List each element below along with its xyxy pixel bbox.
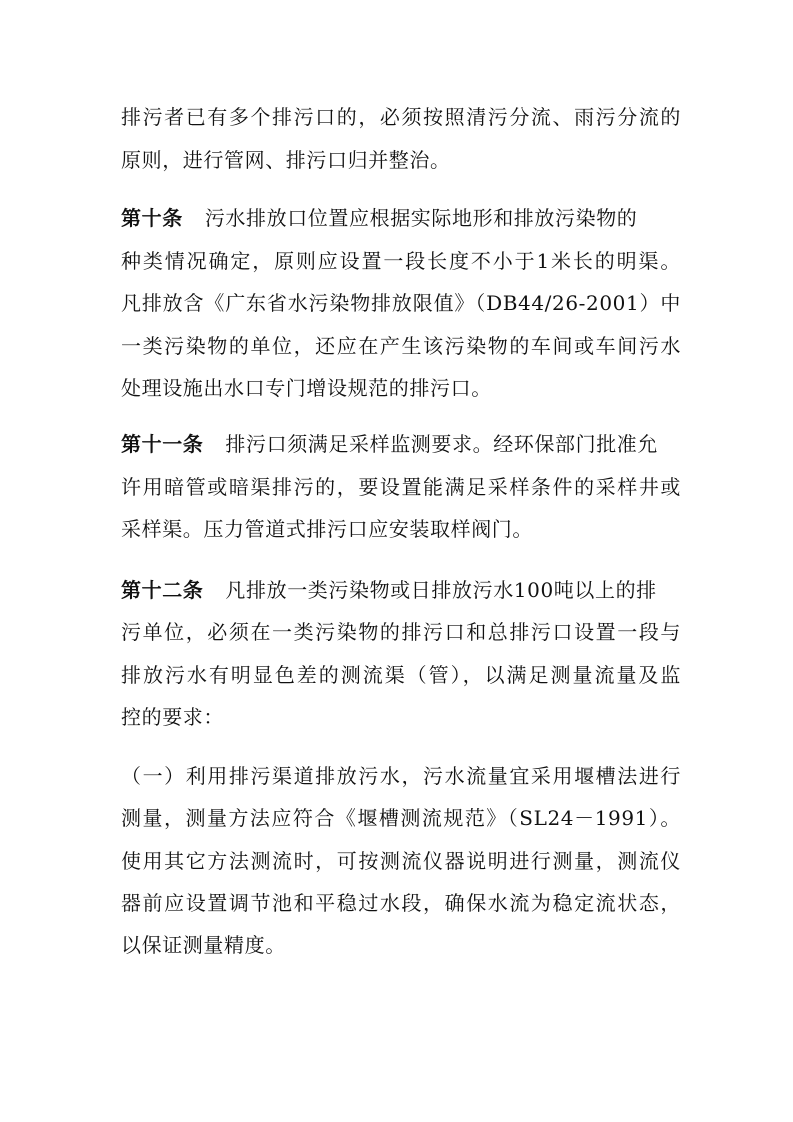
paragraph-1-line-1: 排污者已有多个排污口的，必须按照清污分流、雨污分流的	[121, 105, 681, 129]
article-12-line-4: 控的要求：	[121, 705, 224, 729]
article-10-line-5: 处理设施出水口专门增设规范的排污口。	[121, 376, 492, 400]
item-1-line-4: 器前应设置调节池和平稳过水段，确保水流为稳定流状态，	[121, 891, 681, 915]
item-1-line-2: 测量，测量方法应符合《堰槽测流规范》（SL24－1991）。	[121, 806, 681, 830]
article-11-line-2: 许用暗管或暗渠排污的，要设置能满足采样条件的采样井或	[121, 475, 681, 499]
item-1-line-1: （一）利用排污渠道排放污水，污水流量宜采用堰槽法进行	[121, 764, 681, 788]
article-11-line-3: 采样渠。压力管道式排污口应安装取样阀门。	[121, 517, 533, 541]
article-10-heading: 第十条	[121, 206, 183, 230]
article-11-line-1	[121, 430, 681, 458]
item-1-line-3: 使用其它方法测流时，可按测流仪器说明进行测量，测流仪	[121, 849, 681, 873]
article-10-line-1	[121, 204, 681, 232]
article-12-text: 凡排放一类污染物或日排放污水100吨以上的排	[225, 578, 657, 602]
article-12-line-2: 污单位，必须在一类污染物的排污口和总排污口设置一段与	[121, 620, 681, 644]
article-11-text: 排污口须满足采样监测要求。经环保部门批准允	[225, 432, 659, 456]
article-10-line-3: 凡排放含《广东省水污染物排放限值》（DB44/26-2001）中	[121, 291, 681, 315]
article-10-text: 污水排放口位置应根据实际地形和排放污染物的	[204, 206, 638, 230]
article-12-line-1	[121, 576, 681, 604]
article-11-heading: 第十一条	[121, 432, 204, 456]
paragraph-1-line-2: 原则，进行管网、排污口归并整治。	[121, 148, 451, 172]
article-10-line-4: 一类污染物的单位，还应在产生该污染物的车间或车间污水	[121, 334, 681, 358]
item-1-line-5: 以保证测量精度。	[121, 933, 286, 957]
article-10-line-2: 种类情况确定，原则应设置一段长度不小于1米长的明渠。	[121, 249, 681, 273]
article-12-line-3: 排放污水有明显色差的测流渠（管），以满足测量流量及监	[121, 663, 681, 687]
article-12-heading: 第十二条	[121, 578, 204, 602]
